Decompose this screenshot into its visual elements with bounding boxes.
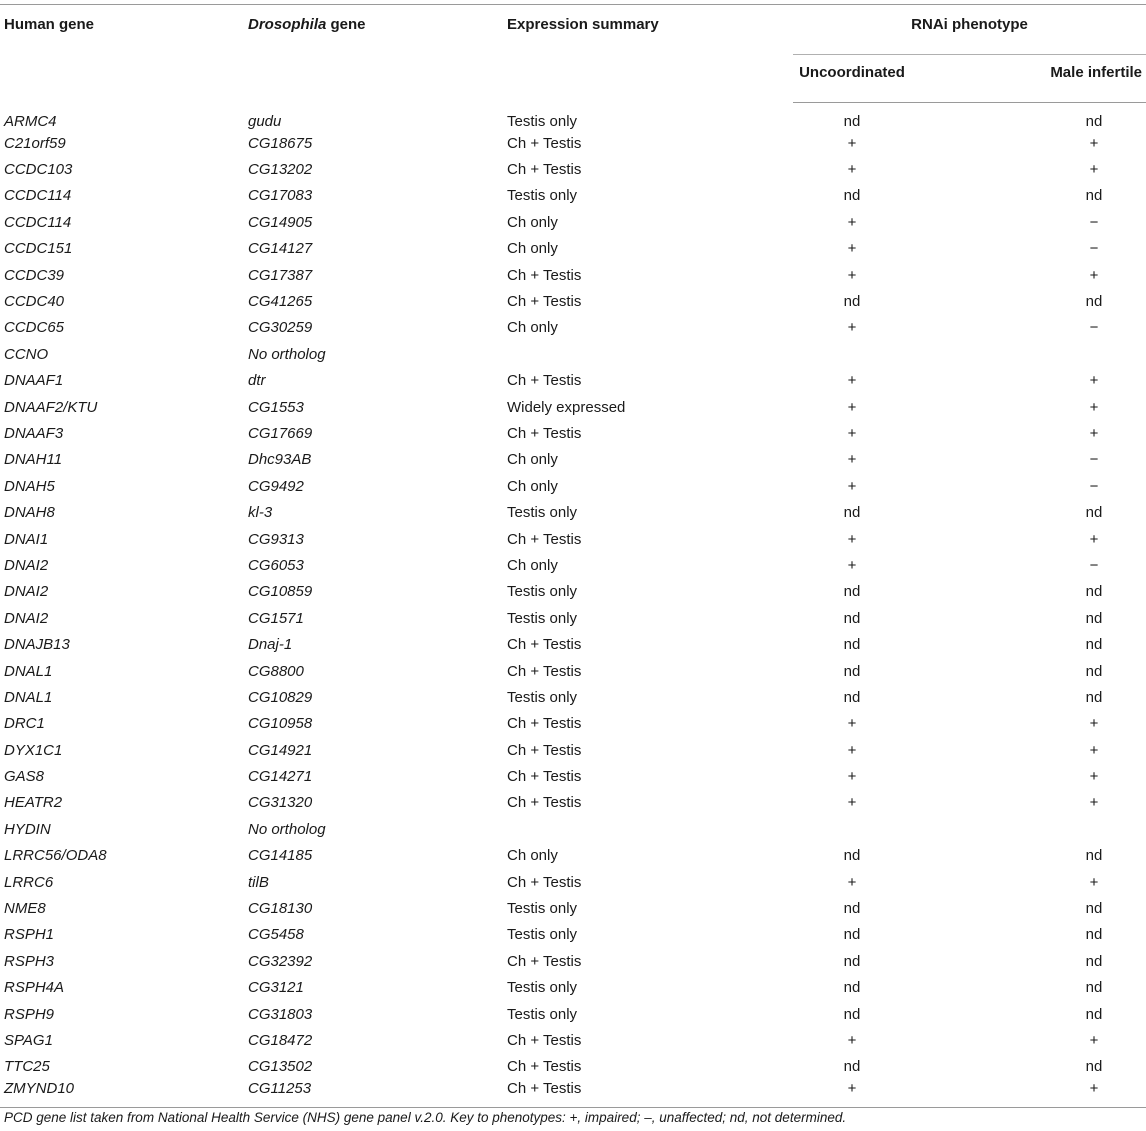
male-infertile-cell (911, 948, 1146, 974)
male-infertile-value: nd (1085, 688, 1103, 706)
human-gene-cell: LRRC56/ODA8 (4, 847, 107, 865)
expression-cell: Ch + Testis (507, 530, 582, 548)
human-gene-cell: RSPH1 (4, 926, 55, 944)
expression-cell: Ch + Testis (507, 952, 582, 970)
male-infertile-value: nd (1085, 900, 1103, 918)
table-row (0, 552, 1146, 578)
human-gene-cell: CCDC65 (4, 319, 65, 337)
table-row (0, 1054, 1146, 1080)
drosophila-gene-cell: Dhc93AB (248, 451, 312, 469)
header-drosophila-rest: gene (326, 16, 366, 33)
table-row (0, 315, 1146, 341)
table-row (0, 922, 1146, 948)
table-row (0, 684, 1146, 710)
expression-cell: Widely expressed (507, 398, 626, 416)
drosophila-gene-cell: CG14905 (248, 213, 313, 231)
table-row (0, 130, 1146, 156)
drosophila-gene-cell: CG41265 (248, 293, 313, 311)
table-row (0, 526, 1146, 552)
drosophila-gene-cell: CG14185 (248, 847, 313, 865)
uncoordinated-cell: + (847, 134, 857, 152)
male-infertile-cell (911, 288, 1146, 314)
expression-cell: Testis only (507, 504, 578, 522)
male-infertile-cell (911, 315, 1146, 341)
male-infertile-value: + (1089, 768, 1099, 786)
table-row (0, 156, 1146, 182)
uncoordinated-cell: + (847, 213, 857, 231)
expression-cell: Ch + Testis (503, 1080, 793, 1108)
drosophila-gene-cell: CG30259 (248, 319, 313, 337)
uncoordinated-cell: + (847, 556, 857, 574)
male-infertile-value: + (1089, 398, 1099, 416)
table-row (0, 262, 1146, 288)
human-gene-cell: SPAG1 (4, 1031, 53, 1049)
male-infertile-value: + (1089, 424, 1099, 442)
uncoordinated-cell: nd (843, 1058, 861, 1076)
male-infertile-value: − (1089, 240, 1099, 258)
drosophila-gene-cell: CG5458 (248, 926, 304, 944)
table-row (0, 711, 1146, 737)
male-infertile-value: + (1089, 1080, 1099, 1098)
male-infertile-value: nd (1085, 636, 1103, 654)
table-row (0, 948, 1146, 974)
drosophila-gene-cell: CG17083 (248, 187, 313, 205)
uncoordinated-cell: + (847, 794, 857, 812)
table-row (0, 447, 1146, 473)
uncoordinated-cell: nd (843, 952, 861, 970)
male-infertile-value: + (1089, 266, 1099, 284)
uncoordinated-cell: + (847, 477, 857, 495)
human-gene-cell: GAS8 (4, 768, 45, 786)
uncoordinated-cell: nd (843, 688, 861, 706)
expression-cell: Testis only (507, 926, 578, 944)
table-row (0, 869, 1146, 895)
table-row (0, 236, 1146, 262)
expression-cell: Ch only (507, 319, 558, 337)
male-infertile-cell (911, 368, 1146, 394)
uncoordinated-cell: nd (843, 636, 861, 654)
male-infertile-value: + (1089, 715, 1099, 733)
drosophila-gene-cell: CG14921 (248, 741, 313, 759)
male-infertile-cell (911, 552, 1146, 578)
uncoordinated-cell: + (847, 319, 857, 337)
uncoordinated-cell: + (847, 741, 857, 759)
male-infertile-cell (911, 130, 1146, 156)
drosophila-gene-cell: CG1553 (248, 398, 304, 416)
male-infertile-value: nd (1085, 293, 1103, 311)
male-infertile-cell (911, 262, 1146, 288)
male-infertile-value: + (1089, 741, 1099, 759)
table-row (0, 658, 1146, 684)
uncoordinated-cell: + (847, 161, 857, 179)
male-infertile-value: − (1089, 213, 1099, 231)
human-gene-cell: DNAI1 (4, 530, 49, 548)
expression-cell: Ch only (507, 213, 558, 231)
uncoordinated-cell: + (847, 266, 857, 284)
human-gene-cell: DNAH11 (4, 451, 63, 469)
human-gene-cell: CCDC114 (4, 213, 72, 231)
expression-cell: Ch + Testis (507, 873, 582, 891)
human-gene-cell: DYX1C1 (4, 741, 63, 759)
male-infertile-cell (911, 341, 1146, 367)
human-gene-cell: DNAL1 (4, 662, 53, 680)
drosophila-gene-cell: CG18472 (248, 1031, 313, 1049)
table-row (0, 499, 1146, 525)
uncoordinated-cell: nd (843, 113, 861, 130)
table-row (0, 790, 1146, 816)
table-row (0, 1001, 1146, 1027)
human-gene-cell: DNAI2 (4, 609, 49, 627)
expression-cell: Ch + Testis (507, 372, 582, 390)
expression-cell (503, 816, 793, 842)
male-infertile-value: + (1089, 161, 1099, 179)
drosophila-gene-cell: CG10829 (248, 688, 313, 706)
human-gene-cell: RSPH3 (4, 952, 55, 970)
human-gene-cell: DNAL1 (4, 688, 53, 706)
human-gene-cell: DNAAF2/KTU (4, 398, 98, 416)
header-drosophila-gene (244, 5, 503, 103)
human-gene-cell: DRC1 (4, 715, 45, 733)
expression-cell: Ch + Testis (507, 134, 582, 152)
table-row (0, 579, 1146, 605)
drosophila-gene-cell: CG17669 (248, 424, 313, 442)
male-infertile-value: nd (1085, 583, 1103, 601)
male-infertile-value: nd (1085, 1058, 1103, 1076)
male-infertile-value: nd (1085, 504, 1103, 522)
expression-cell: Ch + Testis (507, 266, 582, 284)
male-infertile-value: + (1089, 372, 1099, 390)
human-gene-cell: CCDC40 (4, 293, 65, 311)
human-gene-cell: RSPH4A (4, 979, 65, 997)
uncoordinated-cell: nd (843, 504, 861, 522)
male-infertile-cell (911, 447, 1146, 473)
male-infertile-cell (911, 1054, 1146, 1080)
drosophila-gene-cell: CG10859 (248, 583, 313, 601)
expression-cell: Ch + Testis (507, 768, 582, 786)
human-gene-cell: DNAI2 (4, 556, 49, 574)
drosophila-gene-cell: CG32392 (248, 952, 313, 970)
uncoordinated-cell: + (847, 451, 857, 469)
male-infertile-cell (911, 790, 1146, 816)
drosophila-gene-cell: CG10958 (248, 715, 313, 733)
male-infertile-cell (911, 975, 1146, 1001)
table-row (0, 763, 1146, 789)
drosophila-gene-cell: CG9492 (248, 477, 304, 495)
table-row (0, 843, 1146, 869)
expression-cell: Testis only (507, 609, 578, 627)
human-gene-cell: HEATR2 (4, 794, 63, 812)
human-gene-cell: RSPH9 (4, 1005, 55, 1023)
male-infertile-cell (911, 684, 1146, 710)
drosophila-gene-cell: CG9313 (248, 530, 304, 548)
male-infertile-value: + (1089, 794, 1099, 812)
male-infertile-value: − (1089, 477, 1099, 495)
expression-cell: Testis only (507, 900, 578, 918)
uncoordinated-cell: + (847, 768, 857, 786)
male-infertile-value: nd (1085, 1005, 1103, 1023)
male-infertile-cell (911, 579, 1146, 605)
uncoordinated-cell: + (847, 240, 857, 258)
expression-cell (503, 341, 793, 367)
human-gene-cell: NME8 (4, 900, 46, 918)
male-infertile-cell (911, 183, 1146, 209)
uncoordinated-cell: + (847, 530, 857, 548)
header-row-1 (0, 5, 1146, 55)
table-row (0, 1027, 1146, 1053)
human-gene-cell: CCDC151 (4, 240, 73, 258)
expression-cell: Ch only (507, 477, 558, 495)
gene-table (0, 4, 1146, 1108)
drosophila-gene-cell: dtr (248, 372, 266, 390)
male-infertile-cell (911, 763, 1146, 789)
table-row (0, 394, 1146, 420)
male-infertile-value: + (1089, 134, 1099, 152)
male-infertile-cell (911, 103, 1146, 131)
uncoordinated-cell: nd (843, 926, 861, 944)
uncoordinated-cell: nd (843, 662, 861, 680)
human-gene-cell: ARMC4 (4, 112, 57, 130)
uncoordinated-cell: nd (843, 609, 861, 627)
header-rnai-phenotype: RNAi phenotype (793, 5, 1146, 55)
table-row (0, 183, 1146, 209)
table-row (0, 341, 1146, 367)
table-row (0, 737, 1146, 763)
male-infertile-value: − (1089, 319, 1099, 337)
male-infertile-cell (911, 1080, 1146, 1108)
table-row (0, 631, 1146, 657)
drosophila-gene-cell: CG11253 (244, 1080, 503, 1108)
male-infertile-cell (911, 816, 1146, 842)
header-drosophila-italic: Drosophila (248, 16, 327, 33)
uncoordinated-cell: nd (843, 979, 861, 997)
human-gene-cell: TTC25 (4, 1058, 50, 1076)
drosophila-gene-cell: CG3121 (248, 979, 304, 997)
uncoordinated-cell: nd (843, 1005, 861, 1023)
male-infertile-value: − (1089, 556, 1099, 574)
male-infertile-cell (911, 843, 1146, 869)
male-infertile-cell (911, 658, 1146, 684)
expression-cell: Ch only (507, 451, 558, 469)
uncoordinated-cell: nd (843, 900, 861, 918)
expression-cell: Ch + Testis (507, 662, 582, 680)
male-infertile-cell (911, 209, 1146, 235)
male-infertile-value: + (1089, 1031, 1099, 1049)
drosophila-gene-cell: kl-3 (248, 504, 273, 522)
uncoordinated-cell: + (793, 1080, 911, 1108)
male-infertile-cell (911, 1001, 1146, 1027)
expression-cell: Ch only (507, 847, 558, 865)
drosophila-gene-cell: gudu (248, 112, 282, 130)
expression-cell: Ch only (507, 556, 558, 574)
table-row (0, 209, 1146, 235)
expression-cell: Ch + Testis (507, 1058, 582, 1076)
table-row (0, 420, 1146, 446)
male-infertile-cell (911, 526, 1146, 552)
male-infertile-cell (911, 895, 1146, 921)
expression-cell: Testis only (507, 583, 578, 601)
uncoordinated-cell: + (847, 372, 857, 390)
drosophila-gene-cell: CG17387 (248, 266, 313, 284)
table-row (0, 895, 1146, 921)
male-infertile-cell (911, 156, 1146, 182)
header-male-infertile: Male infertile (911, 55, 1146, 103)
header-expression-summary: Expression summary (503, 5, 793, 103)
human-gene-cell: LRRC6 (4, 873, 54, 891)
human-gene-cell: CCDC103 (4, 161, 73, 179)
table-row (0, 816, 1146, 842)
male-infertile-cell (911, 473, 1146, 499)
drosophila-gene-cell: CG18130 (248, 900, 313, 918)
male-infertile-value: nd (1085, 847, 1103, 865)
uncoordinated-cell: nd (843, 187, 861, 205)
table-row (0, 1080, 1146, 1108)
drosophila-gene-cell: No ortholog (248, 820, 326, 838)
drosophila-gene-cell: No ortholog (248, 345, 326, 363)
expression-cell: Testis only (507, 1005, 578, 1023)
drosophila-gene-cell: CG31803 (248, 1005, 313, 1023)
table-row (0, 368, 1146, 394)
header-human-gene: Human gene (0, 5, 244, 103)
uncoordinated-cell: + (847, 1031, 857, 1049)
male-infertile-cell (911, 737, 1146, 763)
uncoordinated-cell: + (847, 424, 857, 442)
male-infertile-value: nd (1085, 187, 1103, 205)
male-infertile-value: nd (1085, 609, 1103, 627)
expression-cell: Testis only (507, 187, 578, 205)
male-infertile-cell (911, 1027, 1146, 1053)
male-infertile-cell (911, 420, 1146, 446)
table-row (0, 605, 1146, 631)
expression-cell: Ch + Testis (507, 1031, 582, 1049)
drosophila-gene-cell: CG6053 (248, 556, 304, 574)
expression-cell: Ch + Testis (507, 293, 582, 311)
male-infertile-cell (911, 394, 1146, 420)
human-gene-cell: DNAAF1 (4, 372, 64, 390)
expression-cell: Ch + Testis (507, 636, 582, 654)
human-gene-cell: DNAH8 (4, 504, 55, 522)
uncoordinated-cell (793, 341, 911, 367)
human-gene-cell: DNAH5 (4, 477, 55, 495)
uncoordinated-cell: + (847, 715, 857, 733)
male-infertile-value: nd (1085, 662, 1103, 680)
male-infertile-cell (911, 631, 1146, 657)
drosophila-gene-cell: CG31320 (248, 794, 313, 812)
table-row (0, 975, 1146, 1001)
table-footnote: PCD gene list taken from National Health Service (NHS) gene panel v.2.0. Key to phenotypes: +, impaired; –, unaffected; nd, not determined. (4, 1110, 847, 1125)
expression-cell: Ch + Testis (507, 741, 582, 759)
male-infertile-value: nd (1085, 952, 1103, 970)
human-gene-cell: HYDIN (4, 820, 51, 838)
human-gene-cell: ZMYND10 (0, 1080, 244, 1108)
human-gene-cell: DNAJB13 (4, 636, 70, 654)
human-gene-cell: CCDC39 (4, 266, 65, 284)
human-gene-cell: CCNO (4, 345, 49, 363)
human-gene-cell: C21orf59 (4, 134, 66, 152)
header-uncoordinated: Uncoordinated (793, 55, 911, 103)
uncoordinated-cell (793, 816, 911, 842)
uncoordinated-cell: nd (843, 847, 861, 865)
drosophila-gene-cell: CG8800 (248, 662, 304, 680)
male-infertile-value: − (1089, 451, 1099, 469)
table-header (0, 5, 1146, 103)
male-infertile-cell (911, 499, 1146, 525)
male-infertile-value: nd (1085, 979, 1103, 997)
human-gene-cell: DNAI2 (4, 583, 49, 601)
uncoordinated-cell: + (847, 873, 857, 891)
table-body (0, 103, 1146, 1108)
expression-cell: Testis only (507, 688, 578, 706)
table-row (0, 103, 1146, 131)
expression-cell: Testis only (507, 979, 578, 997)
uncoordinated-cell: nd (843, 583, 861, 601)
drosophila-gene-cell: CG18675 (248, 134, 313, 152)
table-row (0, 473, 1146, 499)
male-infertile-cell (911, 869, 1146, 895)
expression-cell: Testis only (507, 112, 578, 130)
expression-cell: Ch + Testis (507, 161, 582, 179)
male-infertile-value: nd (1085, 113, 1103, 130)
expression-cell: Ch + Testis (507, 794, 582, 812)
drosophila-gene-cell: CG14271 (248, 768, 313, 786)
expression-cell: Ch + Testis (507, 715, 582, 733)
male-infertile-cell (911, 236, 1146, 262)
uncoordinated-cell: nd (843, 293, 861, 311)
drosophila-gene-cell: CG13202 (248, 161, 313, 179)
human-gene-cell: CCDC114 (4, 187, 72, 205)
expression-cell: Ch + Testis (507, 424, 582, 442)
male-infertile-cell (911, 922, 1146, 948)
male-infertile-value: + (1089, 873, 1099, 891)
drosophila-gene-cell: Dnaj-1 (248, 636, 293, 654)
male-infertile-cell (911, 605, 1146, 631)
expression-cell: Ch only (507, 240, 558, 258)
drosophila-gene-cell: CG14127 (248, 240, 313, 258)
male-infertile-value: nd (1085, 926, 1103, 944)
male-infertile-value: + (1089, 530, 1099, 548)
drosophila-gene-cell: tilB (248, 873, 269, 891)
drosophila-gene-cell: CG1571 (248, 609, 304, 627)
drosophila-gene-cell: CG13502 (248, 1058, 313, 1076)
human-gene-cell: DNAAF3 (4, 424, 64, 442)
table-row (0, 288, 1146, 314)
male-infertile-cell (911, 711, 1146, 737)
uncoordinated-cell: + (847, 398, 857, 416)
